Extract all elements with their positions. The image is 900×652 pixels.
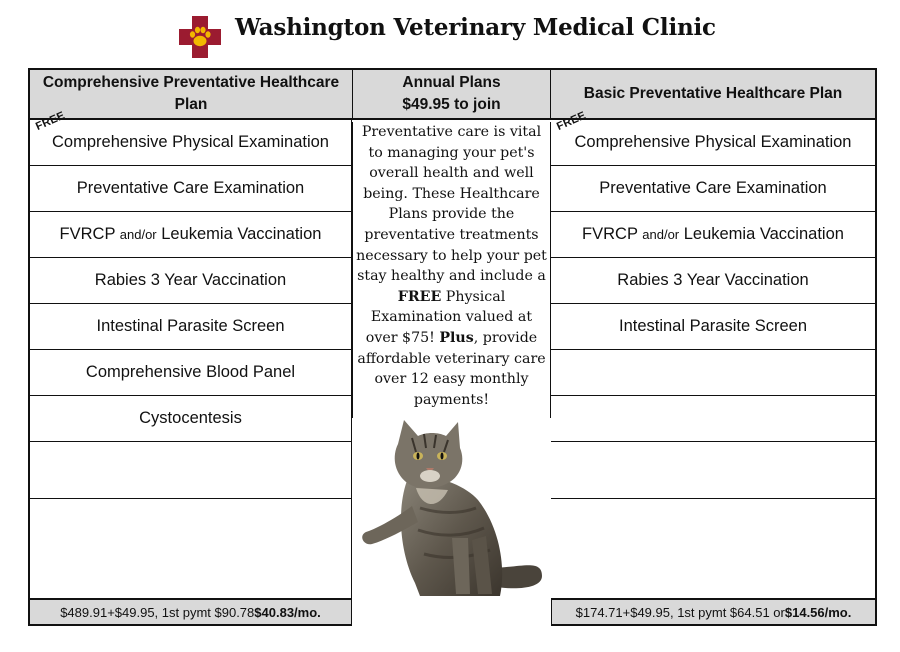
basic-plan-title: Basic Preventative Healthcare Plan [583,85,843,102]
list-item [30,396,351,442]
item-label: Preventative Care Examination [76,179,305,197]
item-label: Cystocentesis [139,409,242,427]
empty-row [551,396,875,442]
list-item [551,109,875,166]
comprehensive-plan-header [28,68,352,120]
empty-row [551,350,875,396]
empty-row [551,499,875,591]
plan-description: Preventative care is vital to managing your pet's overall health and well being. These Healthcare Plans provide the preventative treatments necessary to help your pet stay healthy and include a FREE Physical Examination valued at over $75! Plus, provide affordable veterinary care over 12 easy monthly payments! [352,122,551,418]
item-label: Rabies 3 Year Vaccination [617,271,809,289]
item-label: Intestinal Parasite Screen [618,317,808,335]
item-label: Intestinal Parasite Screen [96,317,285,335]
list-item [551,212,875,258]
comprehensive-plan-price: $489.91+$49.95, 1st pymt $90.78 $40.83/mo. [28,598,352,626]
basic-plan-column [551,109,877,598]
list-item [30,166,351,212]
item-label: FVRCP and/or Leukemia Vaccination [582,225,844,243]
list-item [30,212,351,258]
list-item [551,258,875,304]
list-item [551,304,875,350]
list-item [551,166,875,212]
empty-row [551,442,875,499]
annual-plans-title: Annual Plans [402,74,501,91]
item-label: Comprehensive Physical Examination [574,133,852,151]
basic-plan-header [551,68,877,120]
free-tag: FREE [34,109,67,133]
red-cross-paw-icon [179,16,221,58]
page-title: Washington Veterinary Medical Clinic [235,14,716,41]
list-item [30,304,351,350]
item-label: Preventative Care Examination [599,179,827,197]
item-label: FVRCP and/or Leukemia Vaccination [59,225,322,243]
basic-monthly-price: $14.56/mo. [784,604,852,620]
sitting-tabby-cat-image [360,418,545,598]
list-item [30,258,351,304]
basic-plan-price: $174.71+$49.95, 1st pymt $64.51 or $14.56/mo. [551,598,877,626]
item-label: Comprehensive Blood Panel [85,363,296,381]
comprehensive-plan-column [28,109,352,598]
empty-row [30,499,351,591]
annual-plans-price: $49.95 to join [402,96,501,113]
list-item [30,109,351,166]
list-item [30,350,351,396]
annual-plans-header [352,68,551,120]
comprehensive-monthly-price: $40.83/mo. [254,604,321,620]
item-label: Comprehensive Physical Examination [52,133,329,151]
empty-row [30,442,351,499]
free-tag: FREE [555,109,588,133]
item-label: Rabies 3 Year Vaccination [94,271,287,289]
comprehensive-plan-title: Comprehensive Preventative Healthcare Plan [42,74,340,113]
